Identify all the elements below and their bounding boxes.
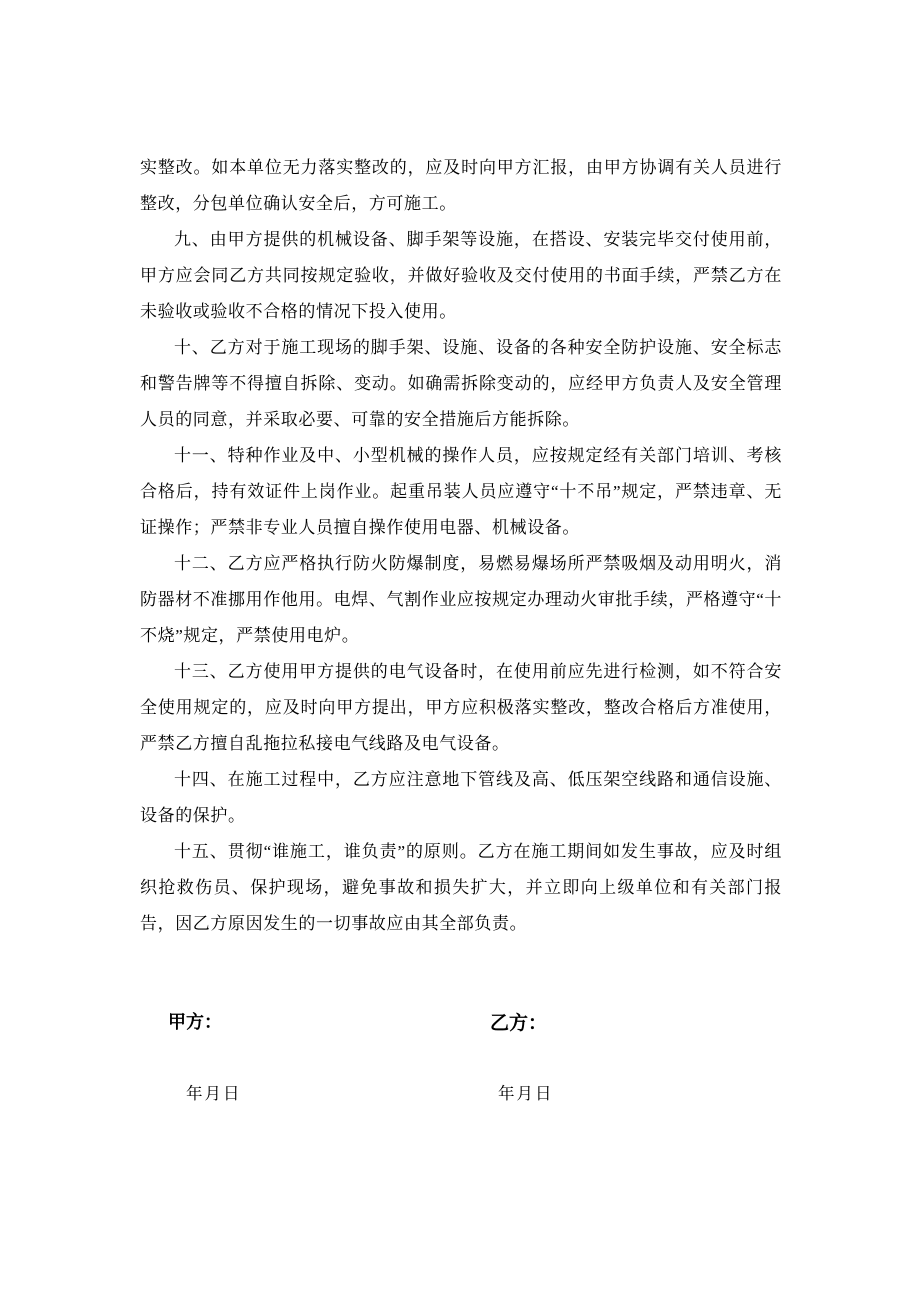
date-row [140,1080,782,1104]
party-b-date: 年月日 [498,1084,554,1103]
party-a-label: 甲方： [168,1012,222,1032]
paragraph: 十四、在施工过程中，乙方应注意地下管线及高、低压架空线路和通信设施、设备的保护。 [140,770,782,825]
paragraph: 十五、贯彻“谁施工，谁负责”的原则。乙方在施工期间如发生事故，应及时组织抢救伤员、保护现场，避免事故和损失扩大，并立即向上级单位和有关部门报告，因乙方原因发生的一切事故应由其全部负责。 [140,842,782,933]
paragraph: 十二、乙方应严格执行防火防爆制度，易燃易爆场所严禁吸烟及动用明火，消防器材不准挪用作他用。电焊、气割作业应按规定办理动火审批手续，严格遵守“十不烧”规定，严禁使用电炉。 [140,554,782,645]
paragraph: 九、由甲方提供的机械设备、脚手架等设施，在搭设、安装完毕交付使用前，甲方应会同乙方共同按规定验收，并做好验收及交付使用的书面手续，严禁乙方在未验收或验收不合格的情况下投入使用。 [140,230,782,321]
paragraph: 十一、特种作业及中、小型机械的操作人员，应按规定经有关部门培训、考核合格后，持有效证件上岗作业。起重吊装人员应遵守“十不吊”规定，严禁违章、无证操作；严禁非专业人员擅自操作使用电器、机械设备。 [140,446,782,537]
document-body [140,150,782,942]
signature-row [140,1008,782,1034]
party-b-label: 乙方： [490,1013,548,1034]
paragraph: 实整改。如本单位无力落实整改的，应及时向甲方汇报，由甲方协调有关人员进行整改，分包单位确认安全后，方可施工。 [140,158,782,213]
paragraph: 十、乙方对于施工现场的脚手架、设施、设备的各种安全防护设施、安全标志和警告牌等不得擅自拆除、变动。如确需拆除变动的，应经甲方负责人及安全管理人员的同意，并采取必要、可靠的安全措施后方能拆除。 [140,338,782,429]
paragraph: 十三、乙方使用甲方提供的电气设备时，在使用前应先进行检测，如不符合安全使用规定的，应及时向甲方提出，甲方应积极落实整改，整改合格后方准使用，严禁乙方擅自乱拖拉私接电气线路及电气设备。 [140,662,782,753]
party-a-date: 年月日 [186,1084,242,1103]
